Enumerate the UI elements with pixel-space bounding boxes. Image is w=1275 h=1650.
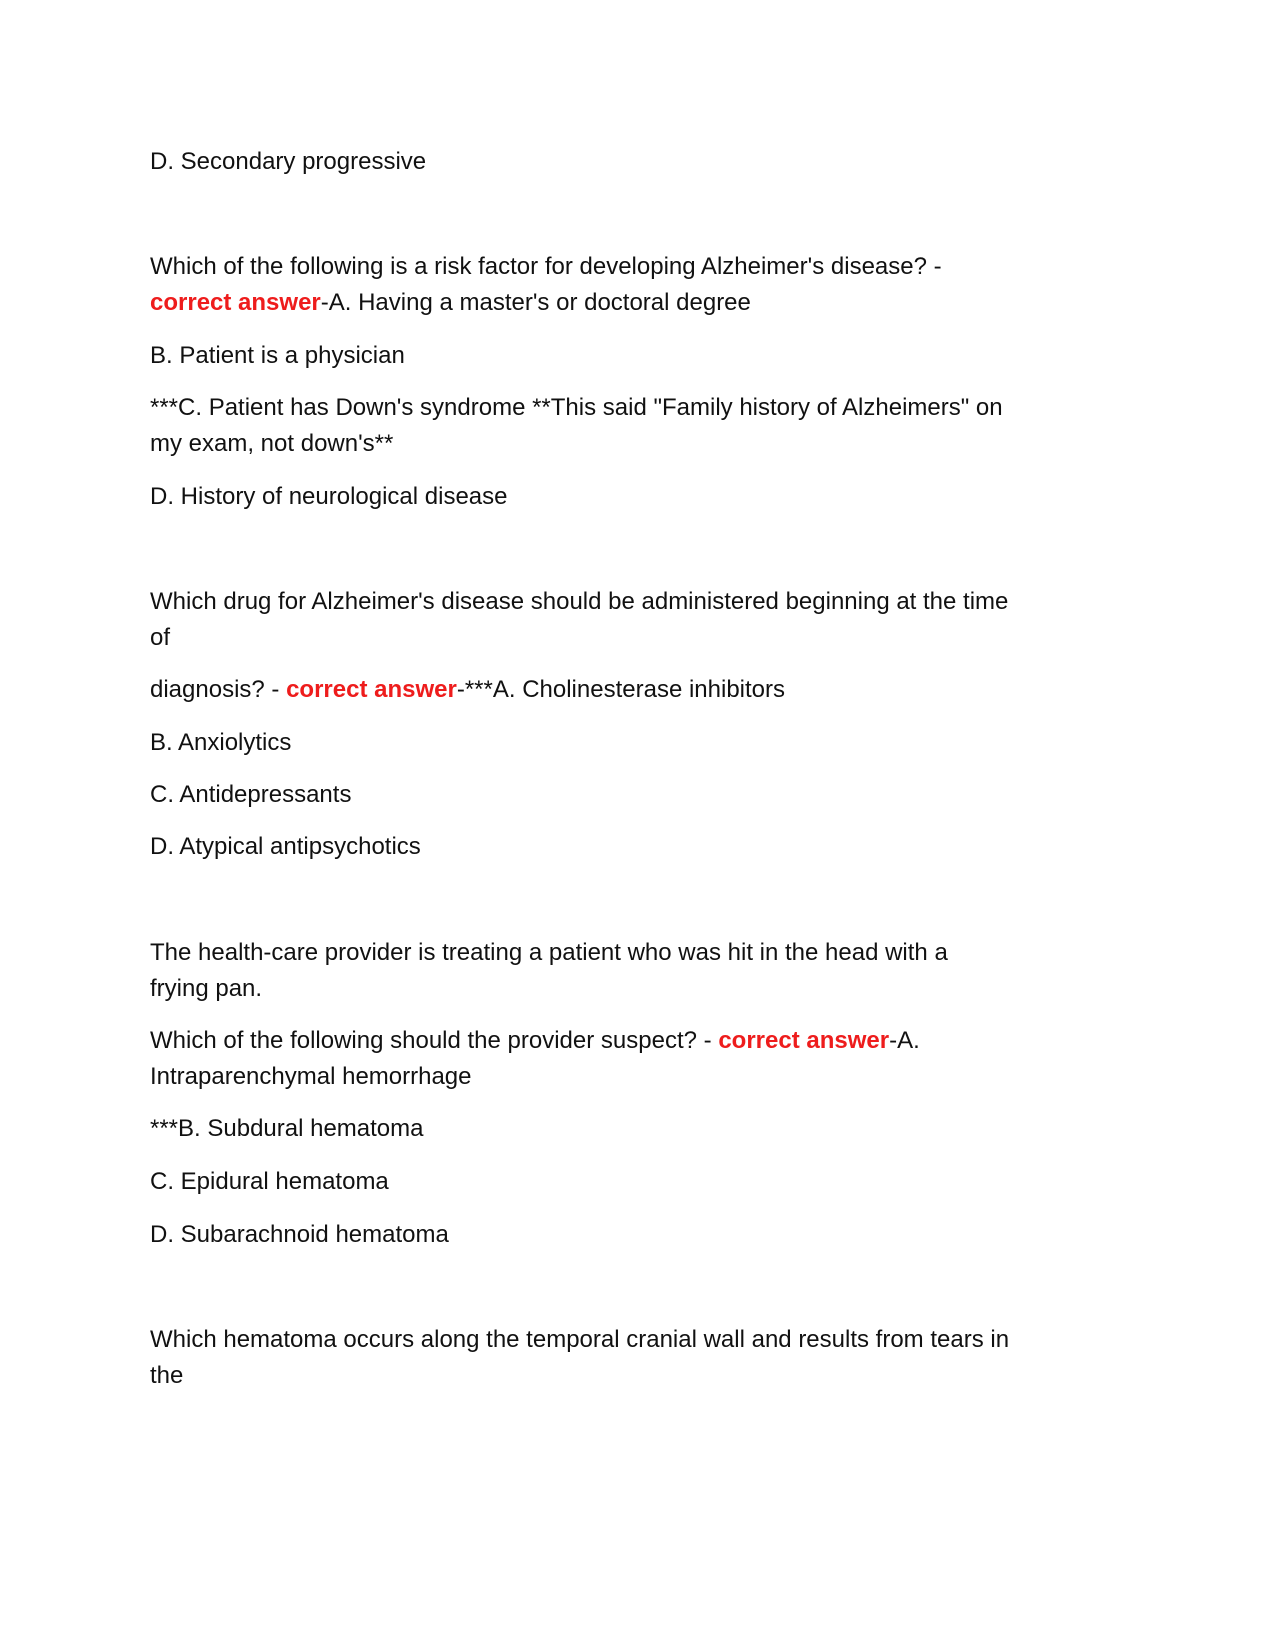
option-b-subdural: ***B. Subdural hematoma (150, 1115, 424, 1142)
answer-line-risk-factor (150, 284, 1120, 322)
option-a-cholinesterase: -***A. Cholinesterase inhibitors (456, 676, 786, 703)
option-a-prefix: -A. (889, 1027, 920, 1054)
correct-answer-label: correct answer (286, 676, 457, 703)
option-a-text: -A. Having a master's or doctoral degree (320, 289, 751, 316)
question-frying-pan-continuation: frying pan. (150, 975, 263, 1002)
question-suspect-text: Which of the following should the provider suspect? - (150, 1027, 719, 1054)
option-c-epidural: C. Epidural hematoma (150, 1168, 389, 1195)
option-d-antipsychotics: D. Atypical antipsychotics (150, 833, 421, 860)
question-drug-tail: diagnosis? - (150, 676, 287, 703)
question-frying-pan: The health-care provider is treating a patient who was hit in the head with a (150, 939, 948, 966)
question-alzheimers-drug: Which drug for Alzheimer's disease should be administered beginning at the time (150, 588, 1009, 615)
option-d-neurological-disease: D. History of neurological disease (150, 483, 508, 510)
option-b-anxiolytics: B. Anxiolytics (150, 729, 292, 756)
answer-line-frying-pan (150, 1022, 1120, 1060)
answer-line-drug (150, 671, 1120, 709)
correct-answer-label: correct answer (150, 289, 321, 316)
question-alzheimers-risk-factor: Which of the following is a risk factor for developing Alzheimer's disease? - (150, 253, 942, 280)
option-a-intraparenchymal: Intraparenchymal hemorrhage (150, 1063, 472, 1090)
option-c-antidepressants: C. Antidepressants (150, 781, 352, 808)
option-d-subarachnoid: D. Subarachnoid hematoma (150, 1221, 449, 1248)
option-c-continuation: my exam, not down's** (150, 430, 394, 457)
question-temporal-continuation: the (150, 1362, 184, 1389)
question-temporal-hematoma: Which hematoma occurs along the temporal cranial wall and results from tears in (150, 1326, 1010, 1353)
option-d-secondary-progressive: D. Secondary progressive (150, 148, 427, 175)
question-drug-continuation: of (150, 624, 171, 651)
option-b-physician: B. Patient is a physician (150, 342, 405, 369)
correct-answer-label: correct answer (718, 1027, 890, 1054)
option-c-downs-syndrome: ***C. Patient has Down's syndrome **This said "Family history of Alzheimers" on (150, 394, 1003, 421)
